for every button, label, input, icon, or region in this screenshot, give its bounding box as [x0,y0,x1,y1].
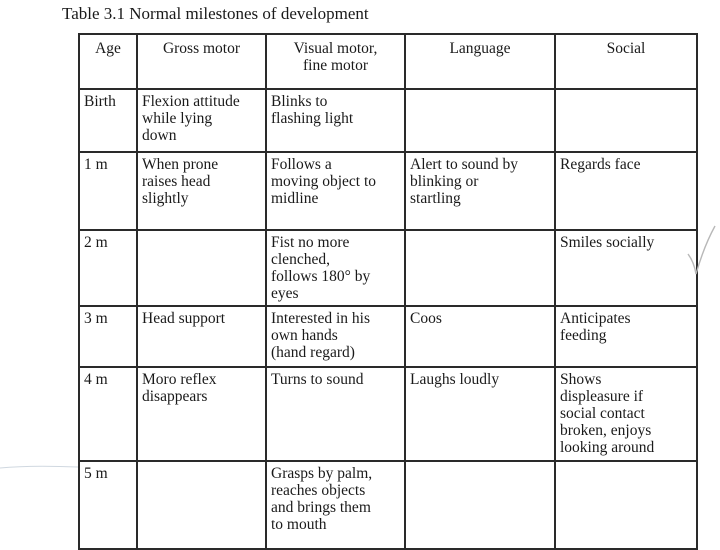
cell-visual-motor: Turns to sound [266,367,405,461]
table-row [79,367,697,461]
table-row [79,230,697,306]
cell-visual-motor: Fist no more clenched, follows 180° by eyes [266,230,405,306]
milestones-table [78,33,698,550]
cell-social: Regards face [555,152,697,230]
cell-visual-motor: Grasps by palm, reaches objects and brings them to mouth [266,461,405,549]
cell-social [555,461,697,549]
table-caption: Table 3.1 Normal milestones of development [62,4,369,23]
cell-social: Smiles socially [555,230,697,306]
cell-gross-motor: When prone raises head slightly [137,152,266,230]
cell-age: Birth [79,89,137,152]
cell-age: 5 m [79,461,137,549]
cell-social: Shows displeasure if social contact broken, enjoys looking around [555,367,697,461]
table-row [79,89,697,152]
cell-age: 3 m [79,306,137,367]
cell-visual-motor: Interested in his own hands (hand regard) [266,306,405,367]
header-visual-motor: Visual motor, fine motor [266,34,405,89]
header-social: Social [555,34,697,89]
cell-age: 1 m [79,152,137,230]
scan-smudge [0,463,78,471]
cell-visual-motor: Follows a moving object to midline [266,152,405,230]
header-age: Age [79,34,137,89]
cell-language [405,230,555,306]
cell-gross-motor: Moro reflex disappears [137,367,266,461]
table-row [79,306,697,367]
cell-language: Alert to sound by blinking or startling [405,152,555,230]
cell-gross-motor [137,461,266,549]
cell-social: Anticipates feeding [555,306,697,367]
cell-gross-motor: Flexion attitude while lying down [137,89,266,152]
cell-language [405,461,555,549]
cell-age: 4 m [79,367,137,461]
header-language: Language [405,34,555,89]
header-gross-motor: Gross motor [137,34,266,89]
cell-gross-motor [137,230,266,306]
table-row [79,152,697,230]
handwritten-tick-mark [686,224,716,276]
table-row [79,461,697,549]
cell-gross-motor: Head support [137,306,266,367]
cell-social [555,89,697,152]
header-row [79,34,697,89]
cell-language [405,89,555,152]
cell-age: 2 m [79,230,137,306]
cell-language: Coos [405,306,555,367]
cell-visual-motor: Blinks to flashing light [266,89,405,152]
cell-language: Laughs loudly [405,367,555,461]
